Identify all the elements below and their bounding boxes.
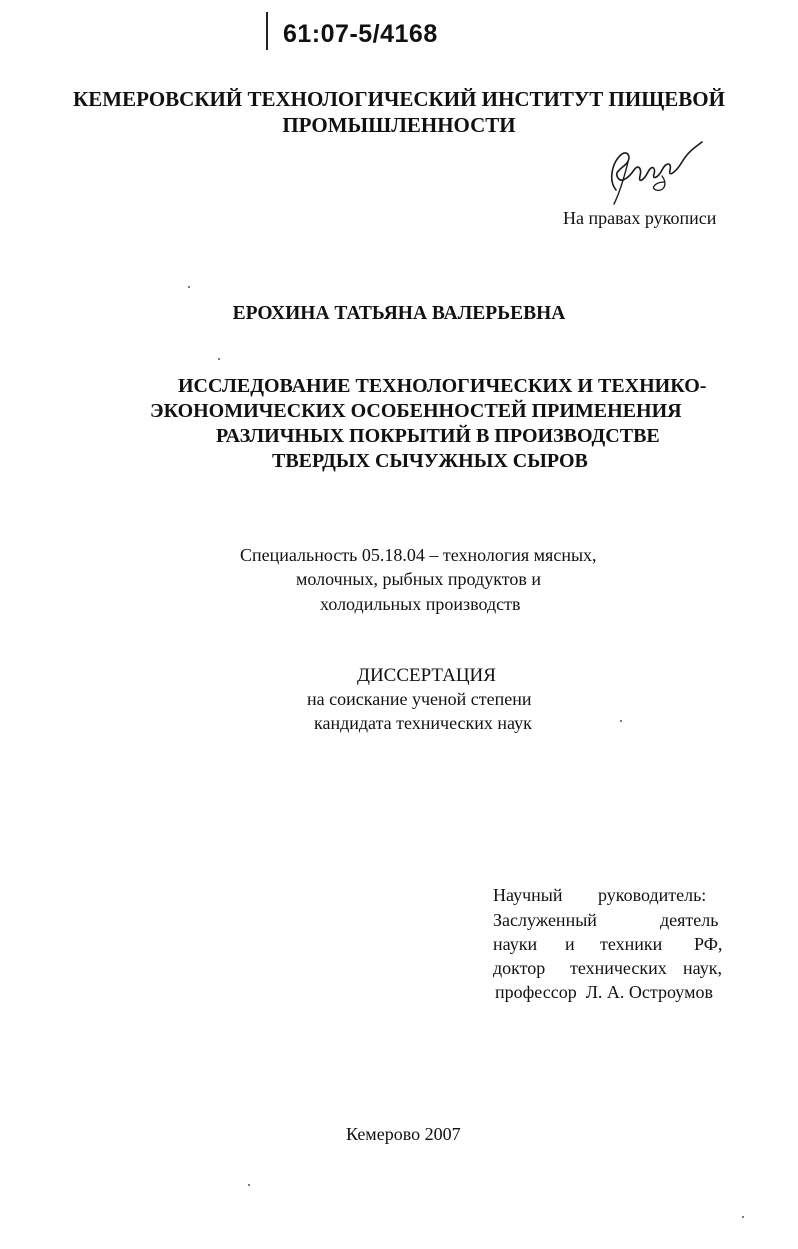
scan-speck: [620, 720, 622, 722]
scan-speck: [218, 358, 220, 360]
title-line-3: РАЗЛИЧНЫХ ПОКРЫТИЙ В ПРОИЗВОДСТВЕ: [216, 425, 660, 447]
supervisor-l1b: руководитель:: [598, 885, 707, 905]
supervisor-l4b: технических: [570, 958, 667, 978]
supervisor-l5: профессор Л. А. Остроумов: [495, 982, 713, 1002]
margin-mark: [266, 12, 268, 50]
dissertation-heading: ДИССЕРТАЦИЯ: [357, 665, 496, 686]
scan-speck: [248, 1184, 250, 1186]
title-line-1: ИССЛЕДОВАНИЕ ТЕХНОЛОГИЧЕСКИХ И ТЕХНИКО-: [178, 375, 707, 397]
author-signature: [598, 132, 708, 208]
manuscript-rights: На правах рукописи: [563, 208, 717, 228]
title-line-2: ЭКОНОМИЧЕСКИХ ОСОБЕННОСТЕЙ ПРИМЕНЕНИЯ: [150, 400, 682, 422]
degree-line-2: кандидата технических наук: [314, 713, 532, 733]
supervisor-l3c: техники: [600, 934, 663, 954]
institution-line-2: ПРОМЫШЛЕННОСТИ: [282, 113, 516, 137]
author-name: ЕРОХИНА ТАТЬЯНА ВАЛЕРЬЕВНА: [232, 303, 566, 324]
place-year: Кемерово 2007: [346, 1124, 461, 1144]
specialty-line-1: Специальность 05.18.04 – технология мясных,: [240, 545, 597, 565]
specialty-line-3: холодильных производств: [320, 594, 521, 614]
supervisor-l2b: деятель: [660, 910, 719, 930]
supervisor-l4c: наук,: [683, 958, 722, 978]
supervisor-l1a: Научный: [493, 885, 563, 905]
supervisor-l4a: доктор: [493, 958, 546, 978]
supervisor-l3b: и: [565, 934, 575, 954]
degree-line-1: на соискание ученой степени: [307, 689, 532, 709]
specialty-line-2: молочных, рыбных продуктов и: [296, 569, 541, 589]
institution-line-1: КЕМЕРОВСКИЙ ТЕХНОЛОГИЧЕСКИЙ ИНСТИТУТ ПИЩЕВОЙ: [73, 87, 725, 111]
supervisor-l2a: Заслуженный: [493, 910, 597, 930]
supervisor-l3a: науки: [493, 934, 538, 954]
supervisor-l3d: РФ,: [694, 934, 723, 954]
scan-speck: [188, 286, 190, 288]
title-line-4: ТВЕРДЫХ СЫЧУЖНЫХ СЫРОВ: [272, 450, 588, 472]
scan-speck: [742, 1216, 744, 1218]
archive-code: 61:07-5/4168: [283, 20, 438, 48]
